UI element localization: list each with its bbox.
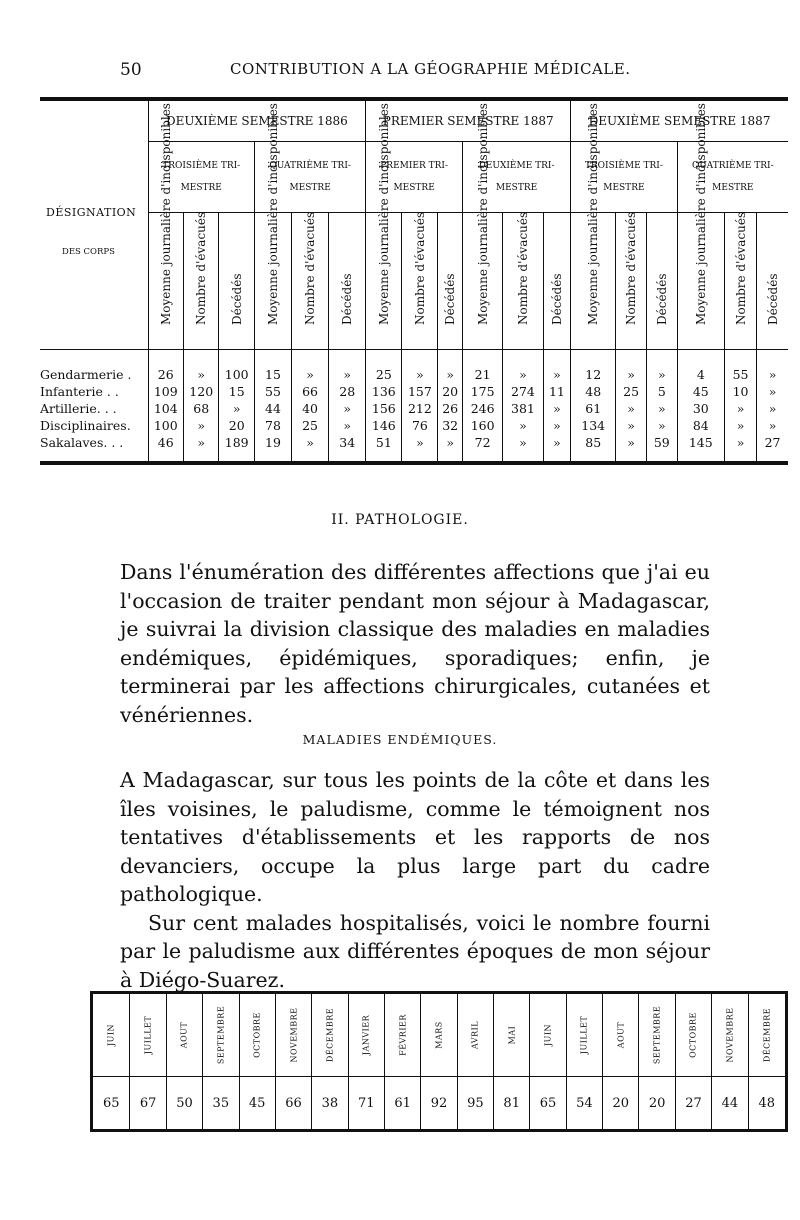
month-value: 45 [239, 1077, 275, 1131]
column-header-label: Moyenne journalière d'indisponibles [586, 103, 601, 325]
table-cell: » [757, 350, 788, 384]
corps-name: Artillerie. . . [40, 401, 117, 416]
trimester-label: MESTRE [393, 183, 435, 193]
trimester-label: MESTRE [603, 183, 645, 193]
column-header-label: Décédés [443, 273, 458, 325]
month-header [348, 993, 384, 1077]
corps-name: Sakalaves. . . [40, 435, 124, 450]
table-cell: » [616, 350, 647, 384]
table-cell: 68 [183, 400, 218, 417]
column-header-label: Moyenne journalière d'indisponibles [265, 103, 280, 325]
paragraph-statistics: Sur cent malades hospitalisés, voici le nombre fourni par le paludisme aux différentes époques de mon séjour à Diégo-Suarez. [120, 910, 710, 992]
paragraph-intro: Dans l'énumération des différentes affections que j'ai eu l'occasion de traiter pendant mon séjour à Madagascar, je suivrai la division classique des maladies en maladies endémiques, épidémiques, sporadiques; enfin, je terminerai par les affections chirurgicales, cutanées et vénériennes. [120, 560, 710, 727]
table-cell: 55 [724, 350, 756, 384]
corps-name: Disciplinaires. [40, 418, 131, 433]
month-value: 61 [384, 1077, 420, 1131]
table-cell: » [616, 417, 647, 434]
table-cell: 30 [677, 400, 724, 417]
table-cell: » [329, 350, 366, 384]
month-value: 38 [312, 1077, 348, 1131]
month-label: NOVEMBRE [289, 1007, 299, 1063]
table-cell: 25 [366, 350, 402, 384]
table-cell: 19 [254, 434, 291, 463]
column-header-label: Décédés [229, 273, 244, 325]
month-value: 48 [748, 1077, 786, 1131]
table-cell: » [292, 434, 329, 463]
trimester-label: PREMIER TRI- [380, 161, 449, 171]
column-header [292, 213, 329, 350]
table-cell: 10 [724, 383, 756, 400]
month-label: NOVEMBRE [725, 1007, 735, 1063]
table-cell: » [329, 417, 366, 434]
table-cell: 134 [571, 417, 616, 434]
column-header-label: Moyenne journalière d'indisponibles [475, 103, 490, 325]
table-cell: 25 [616, 383, 647, 400]
table-cell: 51 [366, 434, 402, 463]
table-cell: 12 [571, 350, 616, 384]
column-header [402, 213, 438, 350]
table-cell: » [219, 400, 254, 417]
column-header [543, 213, 571, 350]
table-cell: 11 [543, 383, 571, 400]
column-header [148, 103, 183, 350]
month-value: 95 [457, 1077, 493, 1131]
table-cell: 21 [462, 350, 502, 384]
table-cell: » [724, 400, 756, 417]
trimester-label: DEUXIÈME TRI- [478, 161, 555, 171]
month-label: JUILLET [579, 1015, 589, 1055]
table-cell: 59 [646, 434, 677, 463]
table-cell: 28 [329, 383, 366, 400]
table-cell: 156 [366, 400, 402, 417]
trimester-label: MESTRE [289, 183, 331, 193]
table-cell: » [646, 417, 677, 434]
month-label: DÉCEMBRE [325, 1007, 335, 1063]
table-cell: 145 [677, 434, 724, 463]
table-cell: 189 [219, 434, 254, 463]
page-header [0, 60, 800, 84]
table-cell: 66 [292, 383, 329, 400]
trimester-label: QUATRIÈME TRI- [692, 161, 774, 171]
table-cell: 85 [571, 434, 616, 463]
table-cell: 48 [571, 383, 616, 400]
month-header [566, 993, 602, 1077]
month-header [130, 993, 166, 1077]
table-cell: 61 [571, 400, 616, 417]
column-header [438, 213, 463, 350]
trimester-label: TROISIÈME TRI- [584, 161, 663, 171]
column-header [183, 213, 218, 350]
month-label: DÉCEMBRE [762, 1007, 772, 1063]
month-header [166, 993, 202, 1077]
column-header [757, 213, 788, 350]
column-header-label: Moyenne journalière d'indisponibles [376, 103, 391, 325]
month-label: AOUT [616, 1021, 626, 1049]
table-cell: 32 [438, 417, 463, 434]
month-header [603, 993, 639, 1077]
month-value: 65 [102, 1095, 120, 1111]
month-header [203, 993, 239, 1077]
column-header [616, 213, 647, 350]
month-header [92, 993, 130, 1077]
table-cell: 4 [677, 350, 724, 384]
month-value: 20 [603, 1077, 639, 1131]
month-label: JUIN [106, 1023, 116, 1047]
column-header-label: Nombre d'évacués [303, 211, 318, 325]
paragraph-body [120, 766, 710, 994]
table-cell: 26 [148, 350, 183, 384]
table-cell: 40 [292, 400, 329, 417]
column-header [571, 103, 616, 350]
table-cell: 109 [148, 383, 183, 400]
corps-name: Gendarmerie . [40, 367, 132, 382]
table-cell: 246 [462, 400, 502, 417]
table-row [40, 400, 788, 417]
table-cell: 120 [183, 383, 218, 400]
column-header [219, 213, 254, 350]
column-header-label: Moyenne journalière d'indisponibles [158, 103, 173, 325]
column-header-label: Décédés [654, 273, 669, 325]
table-cell: 20 [438, 383, 463, 400]
month-header [312, 993, 348, 1077]
table-cell: » [503, 417, 543, 434]
month-label: MAI [507, 1025, 517, 1045]
table-cell: » [616, 434, 647, 463]
paragraph-paludisme: A Madagascar, sur tous les points de la côte et dans les îles voisines, le paludisme, comme le témoignent nos tentatives d'établissements et les rapports de nos devanciers, occupe la plus large part du cadre pathologique. [120, 768, 710, 906]
month-value: 65 [530, 1077, 566, 1131]
month-label: JUIN [543, 1023, 553, 1047]
table-cell: » [402, 434, 438, 463]
running-title: CONTRIBUTION A LA GÉOGRAPHIE MÉDICALE. [230, 60, 631, 78]
table-cell: 160 [462, 417, 502, 434]
designation-title: DÉSIGNATION [46, 206, 137, 219]
table-cell: » [646, 400, 677, 417]
month-value: 81 [494, 1077, 530, 1131]
table-cell: » [183, 417, 218, 434]
designation-subtitle: DES CORPS [62, 247, 115, 257]
table-cell: 45 [677, 383, 724, 400]
trimester-label: MESTRE [495, 183, 538, 193]
table-cell: 20 [219, 417, 254, 434]
table-cell: 100 [219, 350, 254, 384]
table-cell: » [402, 350, 438, 384]
column-header-label: Nombre d'évacués [624, 211, 639, 325]
column-header [329, 213, 366, 350]
table-row [40, 434, 788, 463]
column-header-label: Moyenne journalière d'indisponibles [693, 103, 708, 325]
table-cell: » [757, 400, 788, 417]
table-cell: 84 [677, 417, 724, 434]
table-cell: 5 [646, 383, 677, 400]
monthly-paludisme-table [90, 991, 788, 1132]
month-header [239, 993, 275, 1077]
month-value: 20 [639, 1077, 675, 1131]
table-cell: » [503, 350, 543, 384]
trimester-label: MESTRE [180, 183, 222, 193]
month-label: SEPTEMBRE [216, 1005, 226, 1065]
month-label: OCTOBRE [688, 1012, 698, 1058]
table-cell: 15 [219, 383, 254, 400]
month-value: 44 [712, 1077, 748, 1131]
table-cell: » [543, 350, 571, 384]
section-title: II. PATHOLOGIE. [331, 512, 469, 528]
month-value: 35 [203, 1077, 239, 1131]
month-label: OCTOBRE [252, 1012, 262, 1058]
table-cell: 100 [148, 417, 183, 434]
table-cell: » [503, 434, 543, 463]
designation-header [40, 99, 148, 350]
month-header [675, 993, 711, 1077]
table-cell: 72 [462, 434, 502, 463]
column-header-label: Nombre d'évacués [412, 211, 427, 325]
month-value: 67 [130, 1077, 166, 1131]
month-value: 50 [166, 1077, 202, 1131]
corps-name: Infanterie . . [40, 384, 119, 399]
table-cell: 27 [757, 434, 788, 463]
column-header [366, 103, 402, 350]
column-header-label: Nombre d'évacués [194, 211, 209, 325]
table-cell: » [543, 417, 571, 434]
column-header [254, 103, 291, 350]
month-header [275, 993, 311, 1077]
month-header [494, 993, 530, 1077]
month-header [639, 993, 675, 1077]
table-cell: » [543, 400, 571, 417]
trimester-label: MESTRE [712, 183, 754, 193]
month-value: 66 [275, 1077, 311, 1131]
column-header [677, 103, 724, 350]
table-cell: » [724, 434, 756, 463]
trimester-label: QUATRIÈME TRI- [269, 161, 351, 171]
month-label: JANVIER [361, 1014, 371, 1056]
corps-statistics-table [40, 97, 788, 465]
table-cell: 55 [254, 383, 291, 400]
month-label: AOUT [179, 1021, 189, 1049]
column-header [462, 103, 502, 350]
column-header-label: Décédés [340, 273, 355, 325]
table-cell: 104 [148, 400, 183, 417]
column-header [503, 213, 543, 350]
table-cell: » [329, 400, 366, 417]
table-cell: 25 [292, 417, 329, 434]
table-cell: 274 [503, 383, 543, 400]
month-header [457, 993, 493, 1077]
table-row [40, 417, 788, 434]
table-cell: 26 [438, 400, 463, 417]
month-value: 54 [566, 1077, 602, 1131]
month-header [530, 993, 566, 1077]
column-header [646, 213, 677, 350]
table-cell: 15 [254, 350, 291, 384]
table-cell: » [438, 350, 463, 384]
semester-header: DEUXIÈME SEMESTRE 1886 [148, 99, 366, 142]
table-cell: 34 [329, 434, 366, 463]
subsection-title: MALADIES ENDÉMIQUES. [302, 732, 498, 747]
semester-header: PREMIER SEMESTRE 1887 [366, 99, 571, 142]
month-header [712, 993, 748, 1077]
month-label: SEPTEMBRE [652, 1005, 662, 1065]
table-row [40, 383, 788, 400]
semester-header: DEUXIÈME SEMESTRE 1887 [571, 99, 788, 142]
table-cell: » [543, 434, 571, 463]
column-header-label: Décédés [765, 273, 780, 325]
page-number: 50 [120, 60, 142, 80]
trimester-label: TROISIÈME TRI- [162, 161, 241, 171]
table-cell: 381 [503, 400, 543, 417]
table-cell: 44 [254, 400, 291, 417]
month-header [421, 993, 457, 1077]
column-header [724, 213, 756, 350]
month-value: 27 [675, 1077, 711, 1131]
month-label: MARS [434, 1021, 444, 1049]
table-cell: 175 [462, 383, 502, 400]
month-label: JUILLET [143, 1015, 153, 1055]
table-cell: 157 [402, 383, 438, 400]
column-header-label: Nombre d'évacués [515, 211, 530, 325]
table-cell: » [616, 400, 647, 417]
month-value: 92 [421, 1077, 457, 1131]
column-header-label: Décédés [549, 273, 564, 325]
table-cell: 136 [366, 383, 402, 400]
column-header-label: Nombre d'évacués [733, 211, 748, 325]
table-cell: » [757, 383, 788, 400]
table-cell: » [646, 350, 677, 384]
table-cell: » [724, 417, 756, 434]
table-cell: » [757, 417, 788, 434]
table-cell: 212 [402, 400, 438, 417]
month-header [384, 993, 420, 1077]
table-row [40, 350, 788, 384]
table-cell: 78 [254, 417, 291, 434]
table-cell: 76 [402, 417, 438, 434]
month-header [748, 993, 786, 1077]
table-cell: 46 [148, 434, 183, 463]
table-cell: » [438, 434, 463, 463]
table-cell: » [292, 350, 329, 384]
month-label: FÉVRIER [398, 1014, 408, 1056]
month-label: AVRIL [470, 1020, 480, 1050]
table-cell: 146 [366, 417, 402, 434]
table-cell: » [183, 350, 218, 384]
month-value: 71 [348, 1077, 384, 1131]
table-cell: » [183, 434, 218, 463]
